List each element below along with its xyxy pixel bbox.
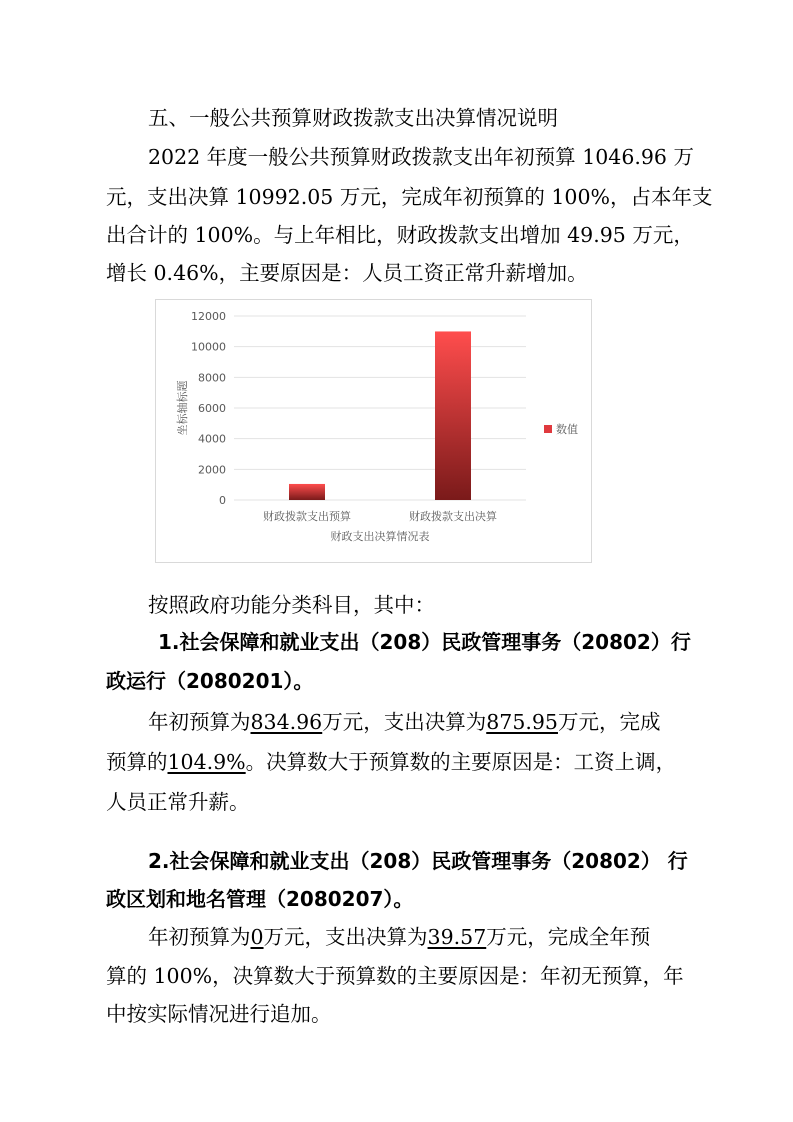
item1-post2: 。决算数大于预算数的主要原因是：工资上调， xyxy=(245,750,677,774)
item2-final: 39.57 xyxy=(427,925,487,949)
chart-svg xyxy=(156,300,591,562)
item1-para-line-3: 人员正常升薪。 xyxy=(106,790,250,814)
x-tick-label: 财政拨款支出预算 xyxy=(263,510,351,523)
item1-para-line-2 xyxy=(106,748,696,776)
budget-chart xyxy=(155,299,592,563)
y-tick-label: 12000 xyxy=(191,310,226,323)
y-tick-label: 8000 xyxy=(198,371,226,385)
intro-line-1: 2022 年度一般公共预算财政拨款支出年初预算 1046.96 万 xyxy=(148,145,694,169)
bar xyxy=(289,484,325,500)
legend-swatch xyxy=(544,425,552,433)
section-heading: 五、一般公共预算财政拨款支出决算情况说明 xyxy=(148,106,558,130)
legend-label: 数值 xyxy=(556,423,578,436)
item2-post1: 万元，完成全年预 xyxy=(486,925,651,949)
item1-para-line-1 xyxy=(148,708,738,736)
item2-para-line-1 xyxy=(148,923,738,951)
intro-line-4: 增长 0.46%，主要原因是：人员工资正常升薪增加。 xyxy=(106,261,588,285)
item1-pre2: 预算的 xyxy=(106,750,168,774)
item1-mid1: 万元，支出决算为 xyxy=(322,710,487,734)
item2-budget: 0 xyxy=(250,925,264,949)
item1-title-line-1: 1.社会保障和就业支出（208）民政管理事务（20802）行 xyxy=(158,630,691,654)
y-tick-label: 10000 xyxy=(191,340,226,354)
y-tick-label: 4000 xyxy=(198,432,226,446)
item1-title-line-2: 政运行（2080201）。 xyxy=(106,669,314,693)
bar xyxy=(435,331,471,500)
item1-budget: 834.96 xyxy=(250,710,323,734)
intro-line-3: 出合计的 100%。与上年相比，财政拨款支出增加 49.95 万元， xyxy=(106,223,694,247)
item1-rate: 104.9% xyxy=(167,750,246,774)
item1-final: 875.95 xyxy=(486,710,558,734)
item2-pre1: 年初预算为 xyxy=(148,925,251,949)
item2-title-line-1: 2.社会保障和就业支出（208）民政管理事务（20802） 行 xyxy=(148,849,688,873)
item1-pre1: 年初预算为 xyxy=(148,710,251,734)
item2-para-line-3: 中按实际情况进行追加。 xyxy=(106,1002,332,1026)
y-tick-label: 2000 xyxy=(198,463,226,477)
y-axis-title: 坐标轴标题 xyxy=(176,380,189,436)
item2-title-line-2: 政区划和地名管理（2080207）。 xyxy=(106,887,414,911)
item2-mid1: 万元，支出决算为 xyxy=(263,925,428,949)
intro-line-2: 元，支出决算 10992.05 万元，完成年初预算的 100%，占本年支 xyxy=(106,185,713,209)
y-tick-label: 6000 xyxy=(198,402,226,415)
x-axis-title: 财政支出决算情况表 xyxy=(330,530,430,543)
x-tick-label: 财政拨款支出决算 xyxy=(409,510,497,523)
y-tick-label: 0 xyxy=(219,494,226,507)
item2-para-line-2: 算的 100%，决算数大于预算数的主要原因是：年初无预算，年 xyxy=(106,964,684,988)
classify-line: 按照政府功能分类科目，其中： xyxy=(148,593,435,617)
item1-post1: 万元，完成 xyxy=(557,710,661,734)
